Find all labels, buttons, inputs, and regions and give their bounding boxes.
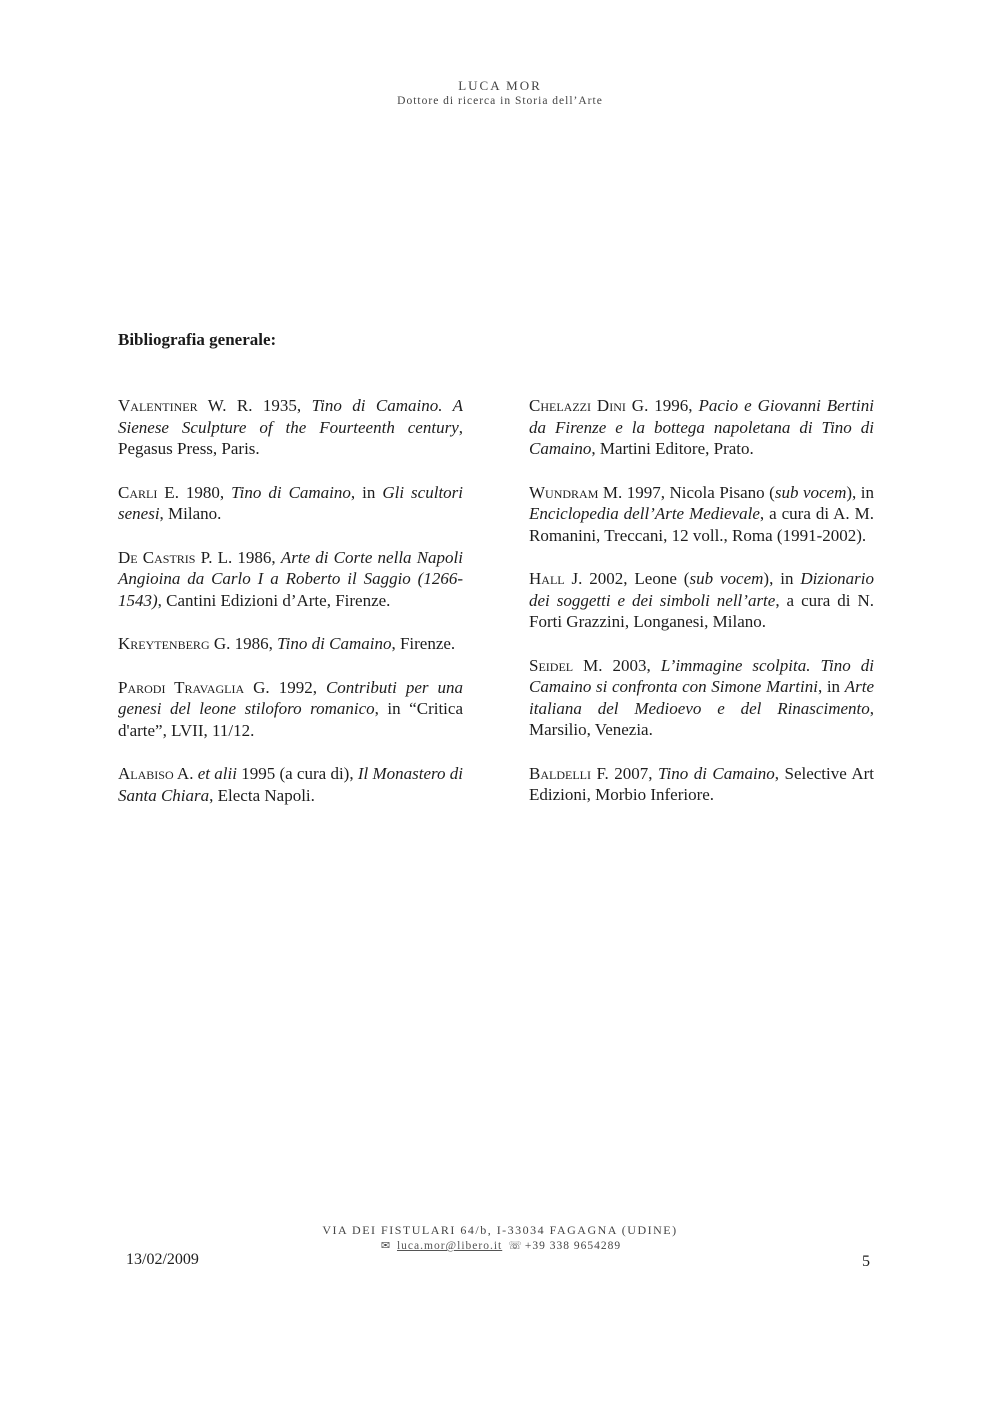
entry-author: De Castris P. L. <box>118 547 233 567</box>
entry-text: , Marsilio, Venezia. <box>529 698 874 739</box>
entry-author: Hall J. <box>529 569 583 588</box>
entry-text: , a cura di A. M. Romanini, Treccani, 12 voll., Roma (1991-2002). <box>529 504 874 545</box>
entry-title: Contributi per una genesi del leone stiloforo romanico <box>118 677 464 718</box>
entry-author: Chelazzi Dini G. <box>529 396 649 415</box>
envelope-icon: ✉ <box>380 1240 392 1252</box>
phone-number: +39 338 9654289 <box>524 1240 622 1252</box>
entry-title: Tino di Camaino <box>658 763 775 783</box>
entry-text: , in “Critica d'arte”, LVII, 11/12. <box>118 699 463 740</box>
bibliography-entry <box>529 395 874 460</box>
author-title: Dottore di ricerca in Storia dell’Arte <box>397 95 603 107</box>
entry-text: 1980, <box>178 482 232 502</box>
bibliography-entry <box>529 482 874 547</box>
bibliography-entry <box>118 482 463 525</box>
entry-author: Wundram M. <box>529 482 623 502</box>
telephone-icon: ☏ <box>508 1240 523 1252</box>
entry-title: Tino di Camaino. A Sienese Sculpture of the Fourteenth century <box>118 396 463 437</box>
bibliography-right-column <box>529 395 874 828</box>
author-name: LUCA MOR <box>458 78 542 93</box>
entry-title: Il Monastero di Santa Chiara <box>118 764 464 805</box>
entry-author: Baldelli F. <box>529 763 609 783</box>
entry-text: , Firenze. <box>391 634 456 653</box>
entry-text: , in <box>817 677 845 696</box>
entry-text: 1995 (a cura di), <box>236 764 358 783</box>
entry-author: Alabiso A. <box>118 764 194 783</box>
bibliography-entry <box>529 568 874 633</box>
bibliography-left-column <box>118 395 463 828</box>
bibliography-entry <box>118 395 463 460</box>
entry-author: Kreytenberg G. <box>118 634 231 653</box>
entry-text: ), in <box>846 482 874 502</box>
entry-text: 2003, <box>602 655 661 675</box>
entry-title: Gli scultori senesi <box>118 482 464 523</box>
bibliography-entry <box>529 655 874 741</box>
entry-title: L’immagine scolpita. Tino di Camaino si confronta con Simone Martini <box>529 655 874 696</box>
entry-author: Parodi Travaglia G. <box>118 677 270 697</box>
entry-text: 1997, Nicola Pisano ( <box>622 482 775 502</box>
entry-text: 1935, <box>252 396 312 415</box>
entry-text: , Electa Napoli. <box>209 785 315 805</box>
entry-author: Carli E. <box>118 482 179 502</box>
entry-text: 2007, <box>608 763 659 783</box>
entry-text: 1992, <box>269 677 326 697</box>
entry-text: , Pegasus Press, Paris. <box>118 417 463 458</box>
entry-title: Tino di Camaino <box>277 634 392 653</box>
bibliography-entry <box>118 677 463 742</box>
entry-title: Arte di Corte nella Napoli Angioina da Carlo I a Roberto il Saggio (1266-1543) <box>118 547 464 610</box>
entry-text: , Selective Art Edizioni, Morbio Inferiore. <box>529 763 874 804</box>
section-title: Bibliografia generale: <box>118 330 277 349</box>
entry-title: sub vocem <box>689 569 764 588</box>
entry-title: Dizionario dei soggetti e dei simboli nell’arte <box>529 569 875 610</box>
entry-text: , a cura di N. Forti Grazzini, Longanesi, Milano. <box>529 590 874 631</box>
document-date: 13/02/2009 <box>126 1251 199 1268</box>
entry-title: sub vocem <box>774 482 847 502</box>
footer-address: VIA DEI FISTULARI 64/b, I-33034 FAGAGNA (UDINE) <box>322 1223 678 1237</box>
entry-title: Pacio e Giovanni Bertini da Firenze e la bottega napoletana di Tino di Camaino <box>529 396 874 458</box>
bibliography-entry <box>529 763 874 806</box>
entry-text: 2002, Leone ( <box>582 569 690 588</box>
entry-author: Seidel M. <box>529 655 603 675</box>
bibliography-entry <box>118 547 463 612</box>
bibliography-entry <box>118 633 463 655</box>
letterhead <box>0 78 1000 108</box>
page-number: 5 <box>862 1253 870 1270</box>
entry-text: , Cantini Edizioni d’Arte, Firenze. <box>157 590 391 610</box>
email-link[interactable]: luca.mor@libero.it <box>396 1240 503 1252</box>
entry-text: 1986, <box>230 634 278 653</box>
entry-title: et alii <box>197 764 237 783</box>
entry-text: ), in <box>763 569 801 588</box>
entry-text: 1986, <box>232 547 281 567</box>
entry-title: Enciclopedia dell’Arte Medievale <box>529 504 760 523</box>
entry-text: , in <box>350 482 383 502</box>
entry-text: , Martini Editore, Prato. <box>591 439 754 458</box>
entry-text: , Milano. <box>159 504 222 523</box>
entry-author: Valentiner W. R. <box>118 396 253 415</box>
bibliography-entry <box>118 763 463 806</box>
entry-title: Arte italiana del Medioevo e del Rinascimento <box>529 677 874 718</box>
entry-text: 1996, <box>648 396 699 415</box>
entry-title: Tino di Camaino <box>231 482 351 502</box>
